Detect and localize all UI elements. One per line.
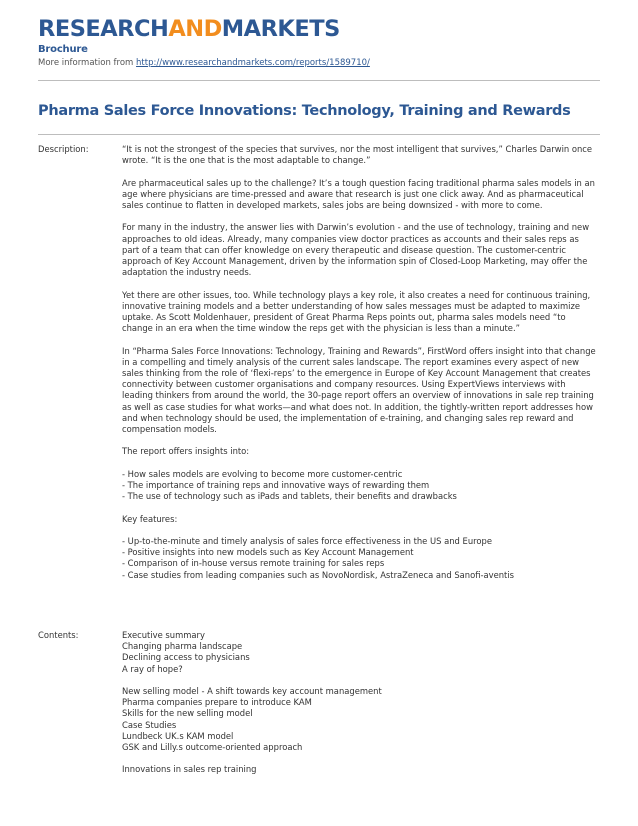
contents-item: Case Studies	[122, 719, 177, 730]
description-section	[38, 144, 600, 592]
report-link[interactable]: http://www.researchandmarkets.com/reports/1589710/	[136, 58, 370, 68]
contents-item: Executive summary	[122, 630, 205, 640]
description-body	[122, 144, 597, 581]
contents-item: New selling model - A shift towards key account management	[122, 686, 382, 696]
insights-list	[122, 469, 597, 503]
contents-label: Contents:	[38, 630, 79, 640]
contents-body	[122, 630, 597, 776]
contents-item: Skills for the new selling model	[122, 708, 253, 719]
logo-part-and: AND	[168, 16, 222, 42]
contents-group	[122, 764, 597, 775]
page-title: Pharma Sales Force Innovations: Technology, Training and Rewards	[38, 103, 571, 119]
list-item: - Comparison of in-house versus remote training for sales reps	[122, 558, 385, 569]
brochure-label: Brochure	[38, 44, 88, 55]
header-divider	[38, 80, 600, 81]
description-paragraph: “It is not the strongest of the species that survives, nor the most intelligent that survives,” Charles Darwin once wrote. “It is the one that is the most adaptable to change.”	[122, 144, 593, 166]
contents-section	[38, 630, 600, 787]
contents-item: Pharma companies prepare to introduce KAM	[122, 697, 312, 708]
list-item: - Positive insights into new models such as Key Account Management	[122, 547, 414, 558]
logo-part-markets: MARKETS	[221, 16, 340, 42]
description-paragraph: In “Pharma Sales Force Innovations: Technology, Training and Rewards”, FirstWord offers insight into that change in a compelling and timely analysis of the current sales landscape. The report examines every aspect of new sales thinking from the role of ‘flexi-reps’ to the emergence in Europe of Key Account Management that creates connectivity between customer organisations and company resources. Using ExpertViews interviews with leading thinkers from around the world, the 30-page report offers an overview of innovations in sale rep training as well as case studies for what works—and what does not. In addition, the tightly-written report addresses how and when technology should be used, the implementation of e-training, and changing sales rep reward and compensation models.	[122, 345, 596, 435]
contents-group	[122, 686, 597, 753]
description-paragraph: Are pharmaceutical sales up to the challenge? It’s a tough question facing traditional pharma sales models in an age where physicians are time-pressed and aware that research is just one click away. And as pharmaceutical sales continue to flatten in developed markets, sales jobs are being downsized - with more to come.	[122, 177, 595, 210]
list-item: - Case studies from leading companies such as NovoNordisk, AstraZeneca and Sanofi-aventis	[122, 569, 515, 580]
list-item: - Up-to-the-minute and timely analysis of sales force effectiveness in the US and Europe	[122, 535, 492, 546]
more-info-line	[38, 58, 370, 68]
list-item: - The importance of training reps and innovative ways of rewarding them	[122, 480, 430, 490]
description-paragraph: For many in the industry, the answer lies with Darwin’s evolution - and the use of technology, training and new approaches to old ideas. Already, many companies view doctor practices as accounts and their sales reps as part of a team that can offer knowledge on every therapeutic and disease question. The customer-centric approach of Key Account Management, driven by the information spin of Closed-Loop Marketing, may offer the adaptation the industry needs.	[122, 222, 590, 278]
description-paragraph: Yet there are other issues, too. While technology plays a key role, it also creates a need for continuous training, innovative training models and a better understanding of how sales messages must be adapted to maximize uptake. As Scott Moldenhauer, president of Great Pharma Reps points out, pharma sales models need “to change in an era when the time window the reps get with the physician is less than a minute.”	[122, 289, 591, 334]
contents-item: Lundbeck UK.s KAM model	[122, 730, 234, 741]
contents-item: Innovations in sales rep training	[122, 764, 257, 775]
logo	[38, 16, 340, 42]
contents-item: GSK and Lilly.s outcome-oriented approach	[122, 742, 303, 753]
description-paragraph: The report offers insights into:	[122, 446, 250, 457]
list-item: - The use of technology such as iPads and tablets, their benefits and drawbacks	[122, 491, 457, 502]
more-info-prefix: More information from	[38, 58, 134, 68]
key-features-label: Key features:	[122, 513, 178, 524]
contents-group	[122, 630, 597, 675]
list-item: - How sales models are evolving to become more customer-centric	[122, 468, 403, 479]
contents-item: A ray of hope?	[122, 663, 183, 674]
logo-part-research: RESEARCH	[38, 16, 169, 42]
contents-item: Changing pharma landscape	[122, 641, 243, 652]
description-label: Description:	[38, 144, 89, 154]
key-features-list	[122, 536, 597, 581]
contents-item: Declining access to physicians	[122, 652, 250, 663]
title-divider	[38, 134, 600, 135]
